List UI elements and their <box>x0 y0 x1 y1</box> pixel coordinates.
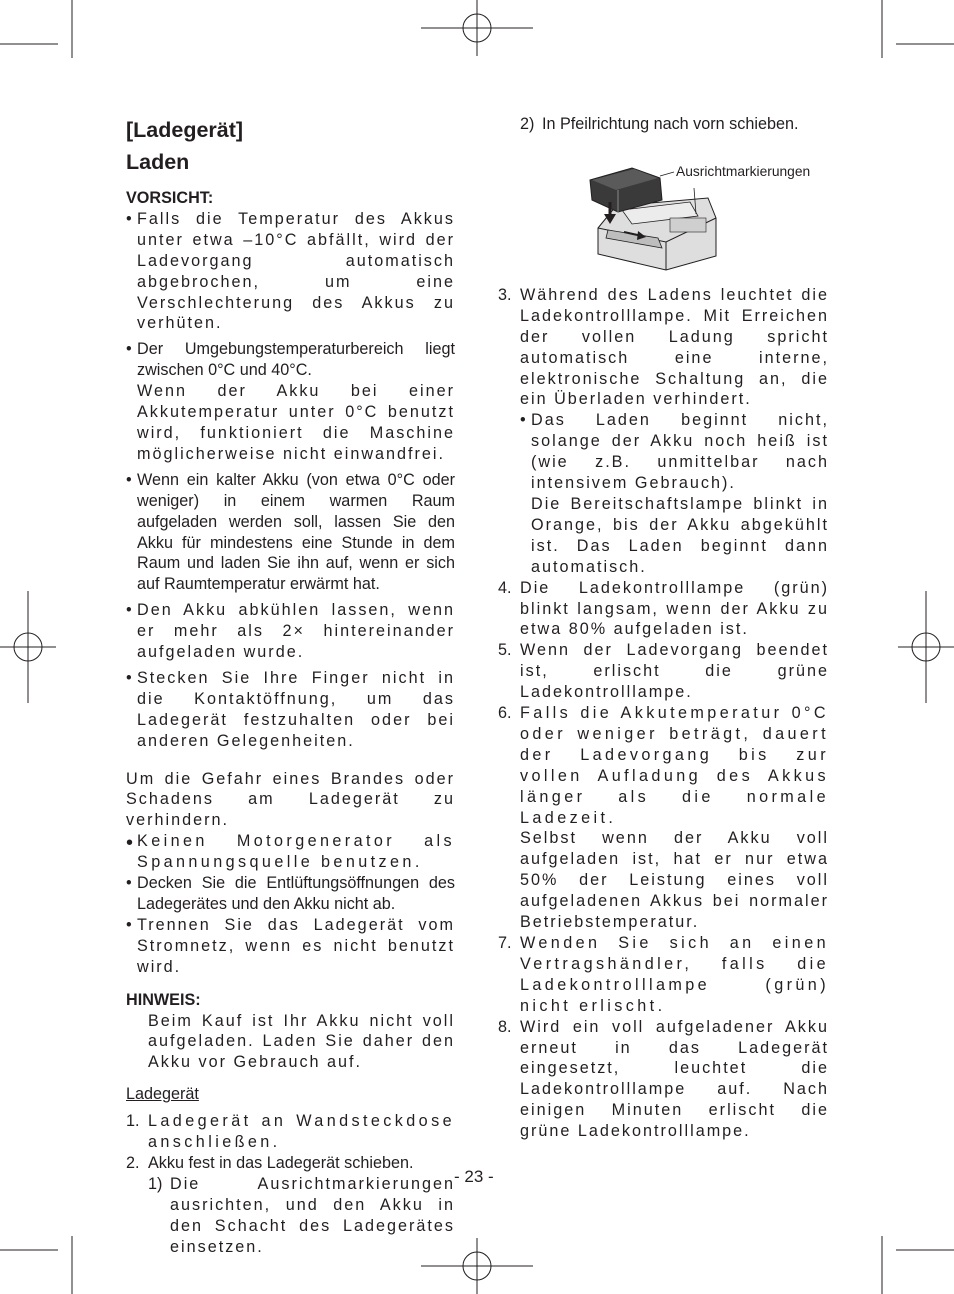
vorsicht-item: • Wenn ein kalter Akku (von etwa 0°C oder weniger) in einem warmen Raum aufgeladen werden soll, lassen Sie den Akku für mindestens eine Stunde in dem Raum und laden Sie ihn auf, wenn er sich auf Raumtemperatur erwärmt hat. <box>126 470 455 594</box>
step-1: 1. Ladegerät an Wandsteckdose anschließen. <box>126 1112 455 1152</box>
brand-item: • Trennen Sie das Ladegerät vom Stromnetz, wenn es nicht benutzt wird. <box>126 915 455 976</box>
step-5: 5. Wenn der Ladevorgang beendet ist, erlischt die grüne Ladekontrolllampe. <box>498 641 829 702</box>
hinweis-text: Beim Kauf ist Ihr Akku nicht voll aufgeladen. Laden Sie daher den Akku vor Gebrauch auf. <box>148 1011 455 1072</box>
vorsicht-item: • Der Umgebungstemperaturbereich liegt zwischen 0°C und 40°C. Wenn der Akku bei einer Akkutemperatur unter 0°C benutzt wird, funktioniert die Maschine möglicherweise nicht einwandfrei. <box>126 340 455 463</box>
step-3: 3. Während des Ladens leuchtet die Ladekontrolllampe. Mit Erreichen der vollen Ladung spricht automatisch eine interne, elektronische Schaltung an, die ein Überladen verhindert. <box>498 285 829 409</box>
vorsicht-item: • Den Akku abkühlen lassen, wenn er mehr als 2× hintereinander aufgeladen wurde. <box>126 601 455 662</box>
figure-label: Ausrichtmarkierungen <box>676 163 811 179</box>
section-title: [Ladegerät] <box>126 118 244 142</box>
step-2: 2. Akku fest in das Ladegerät schieben. <box>126 1153 414 1172</box>
charger-figure <box>498 138 829 274</box>
step-4: 4. Die Ladekontrolllampe (grün) blinkt langsam, wenn der Akku zu etwa 80% aufgeladen ist. <box>498 578 829 639</box>
section-subtitle: Laden <box>126 150 190 174</box>
step-7: 7. Wenden Sie sich an einen Vertragshändler, falls die Ladekontrolllampe (grün) nicht erlischt. <box>498 934 829 1015</box>
brand-intro: Um die Gefahr eines Brandes oder Schadens am Ladegerät zu verhindern. <box>126 769 455 830</box>
step-2-1: 1) Die Ausrichtmarkierungen ausrichten, und den Akku in den Schacht des Ladegerätes einsetzen. <box>148 1174 455 1256</box>
step-8: 8. Wird ein voll aufgeladener Akku erneut in das Ladegerät eingesetzt, leuchtet die Ladekontrolllampe auf. Nach einigen Minuten erlischt die grüne Ladekontrolllampe. <box>498 1017 829 1141</box>
vorsicht-heading: VORSICHT: <box>126 189 214 207</box>
brand-item: • Decken Sie die Entlüftungsöffnungen des Ladegerätes und den Akku nicht ab. <box>126 874 455 913</box>
brand-item: • Keinen Motorgenerator als Spannungsquelle benutzen. <box>126 832 455 872</box>
charger-illustration <box>498 138 829 274</box>
right-column <box>498 114 829 1142</box>
step-3-bullet: • Das Laden beginnt nicht, solange der Akku noch heiß ist (wie z.B. unmittelbar nach intensivem Gebrauch). Die Bereitschaftslampe blinkt in Orange, bis der Akku abgekühlt ist. Das Laden beginnt dann automatisch. <box>520 411 829 576</box>
vorsicht-item: • Falls die Temperatur des Akkus unter etwa –10°C abfällt, wird der Ladevorgang automatisch abgebrochen, um eine Verschlechterung des Akkus zu verhüten. <box>126 209 455 333</box>
ladegeraet-label: Ladegerät <box>126 1085 199 1104</box>
step-2-2: 2) In Pfeilrichtung nach vorn schieben. <box>520 115 799 133</box>
step-6: 6. Falls die Akkutemperatur 0°C oder weniger beträgt, dauert der Ladevorgang bis zur vollen Aufladung des Akkus länger als die normale Ladezeit. Selbst wenn der Akku voll aufgeladen ist, hat er nur etwa 50% der Leistung eines voll aufgeladenen Akkus bei normaler Betriebstemperatur. <box>498 704 829 932</box>
hinweis-heading: HINWEIS: <box>126 990 201 1009</box>
page-number: - 23 - <box>454 1167 494 1186</box>
left-column <box>126 114 455 1258</box>
vorsicht-item: • Stecken Sie Ihre Finger nicht in die Kontaktöffnung, um das Ladegerät festzuhalten oder bei anderen Gelegenheiten. <box>126 668 455 750</box>
